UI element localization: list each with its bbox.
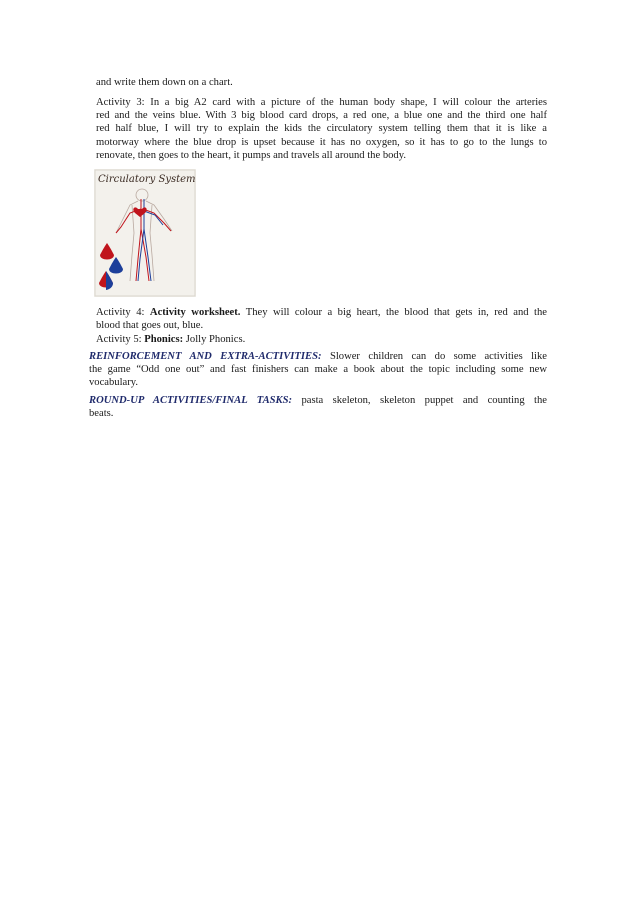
reinforcement-paragraph: REINFORCEMENT AND EXTRA-ACTIVITIES: Slower children can do some activities like the game “Odd one out” and fast finishers can make a book about the topic including some new vocabulary. <box>89 351 548 389</box>
activity-5-title: Phonics: <box>144 334 184 345</box>
text-line: red and the veins blue. With 3 big blood card drops, a red one, a blue one and the third one half <box>96 110 547 122</box>
activity-4-paragraph: Activity 4: Activity worksheet. They will colour a big heart, the blood that gets in, red and the blood that goes out, blue. <box>96 307 547 332</box>
activity-4-title: Activity worksheet. <box>149 307 241 318</box>
text-line: red half blue, I will try to explain the kids the circulatory system telling them that it is like a <box>96 123 547 135</box>
text-line: renovate, then goes to the heart, it pumps and travels all around the body. <box>96 149 406 161</box>
intro-line: and write them down on a chart. <box>96 77 233 88</box>
round-up-paragraph: ROUND-UP ACTIVITIES/FINAL TASKS: pasta skeleton, skeleton puppet and counting the beats. <box>89 395 547 420</box>
circulatory-poster-illustration <box>94 169 196 297</box>
poster-title-handwriting: Circulatory System <box>98 174 196 185</box>
round-up-heading: ROUND-UP ACTIVITIES/FINAL TASKS: <box>89 395 293 406</box>
text-line: Activity 3: In a big A2 card with a picture of the human body shape, I will colour the arteries <box>96 97 547 108</box>
circulatory-system-photo <box>94 169 196 297</box>
reinforcement-heading: REINFORCEMENT AND EXTRA-ACTIVITIES: <box>89 351 322 362</box>
activity-5-paragraph: Activity 5: Phonics: Jolly Phonics. <box>96 334 246 345</box>
text-line: motorway where the blue drop is upset because it has no oxygen, so it has to go to the lungs to <box>96 136 547 148</box>
activity-3-paragraph <box>96 96 547 162</box>
